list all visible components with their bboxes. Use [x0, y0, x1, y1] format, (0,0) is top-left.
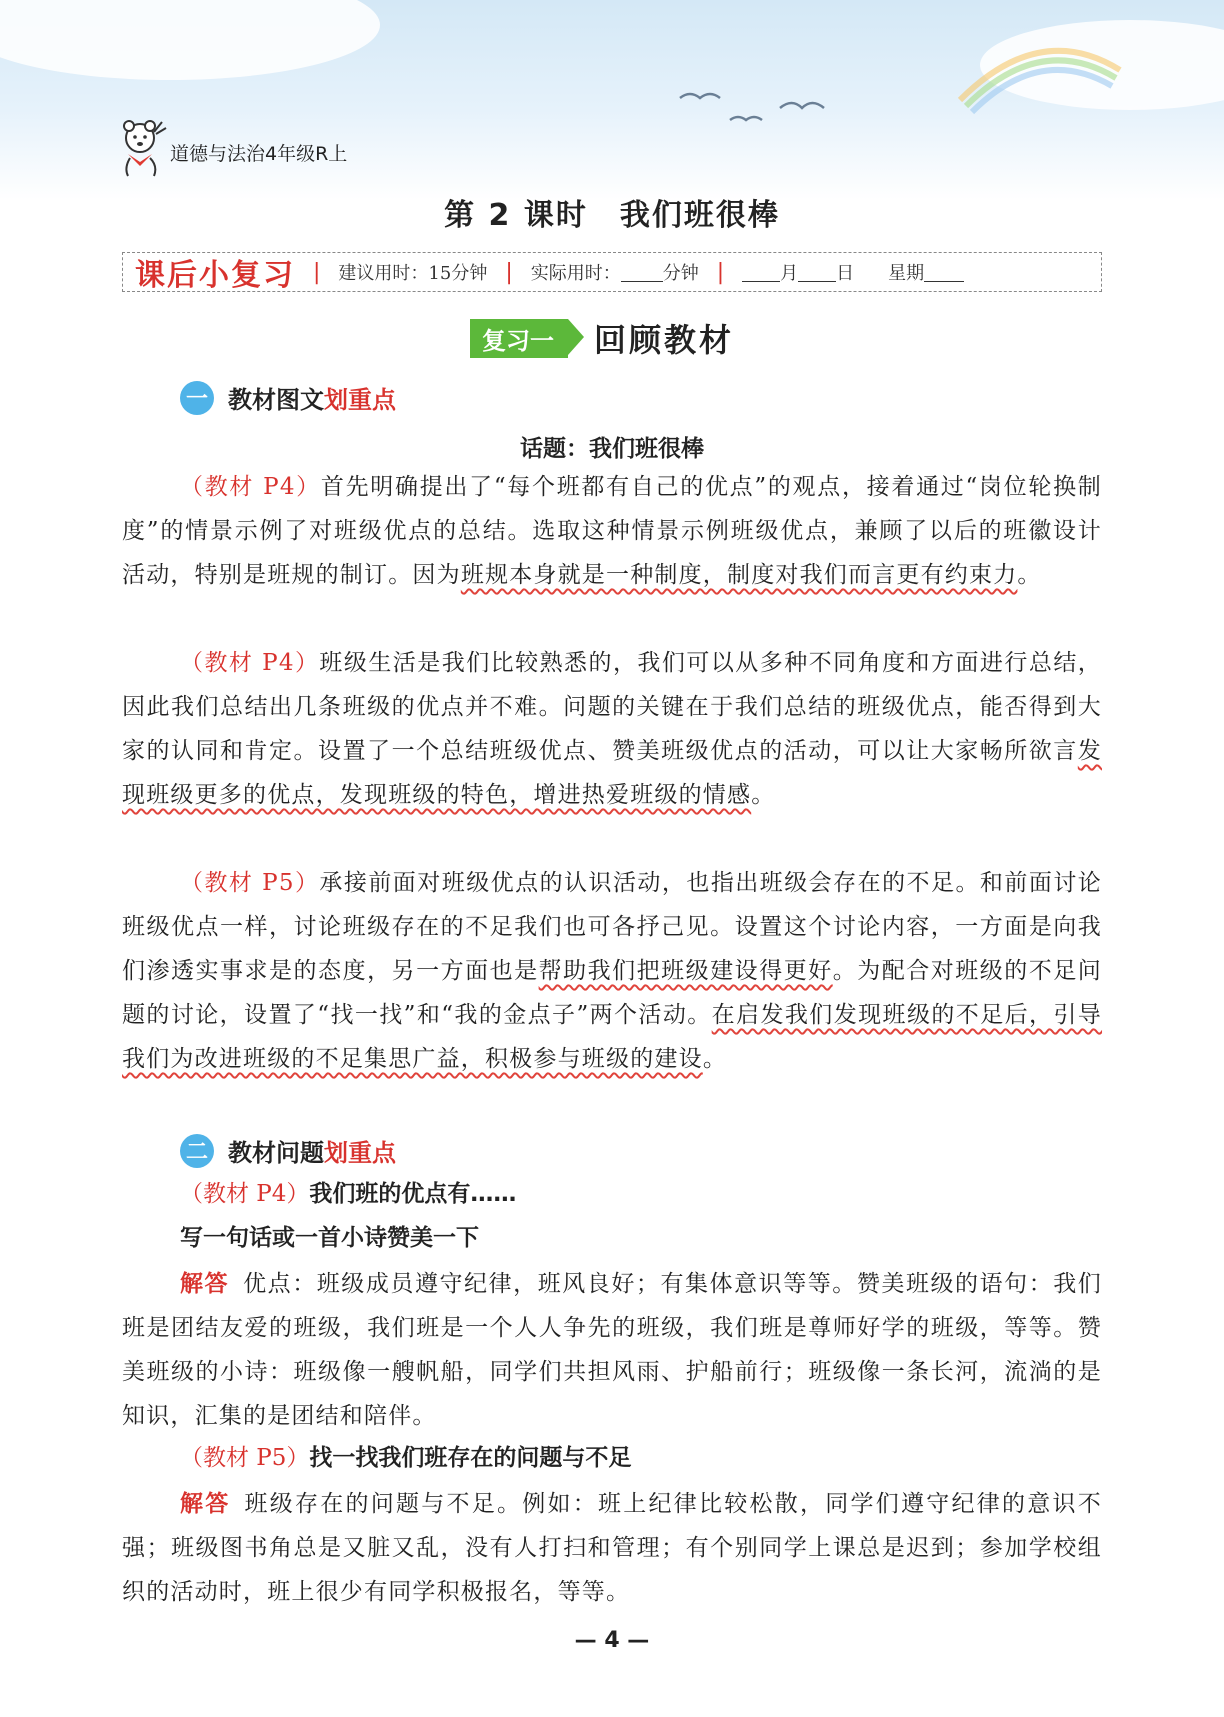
- paragraph-text-2: 。为配合对班级的不足问题的讨论，设置了“找一找”和“我的金点子”两个活动。: [122, 958, 1102, 1028]
- question-text: 我们班的优点有……: [309, 1181, 517, 1207]
- actual-time-label: 实际用时：: [530, 263, 621, 284]
- weekday-label: 星期: [888, 263, 925, 284]
- textbook-reference: （教材 P4）: [180, 474, 321, 500]
- month-blank[interactable]: [742, 263, 780, 282]
- separator: |: [313, 259, 321, 285]
- book-title: 道德与法治4年级R上: [170, 143, 348, 165]
- answer-2: [122, 1482, 1102, 1614]
- suggested-time: 建议用时：15分钟: [338, 263, 488, 284]
- subsection-title: 教材问题: [228, 1139, 324, 1167]
- separator: |: [505, 259, 513, 285]
- paragraph-tail: 。: [751, 782, 776, 808]
- topic-title: 话题：我们班很棒: [520, 436, 704, 462]
- answer-text: 班级存在的问题与不足。例如：班上纪律比较松散，同学们遵守纪律的意识不强；班级图书角总是又脏又乱，没有人打扫和管理；有个别同学上课总是迟到；参加学校组织的活动时，班上很少有同学积极报名，等等。: [122, 1491, 1102, 1605]
- question-2-line-1: [180, 1436, 631, 1480]
- weekday-blank[interactable]: [924, 263, 964, 282]
- actual-time-blank[interactable]: [621, 263, 663, 282]
- subsection-highlight: 划重点: [324, 1139, 396, 1167]
- key-point: 班规本身就是一种制度，制度对我们而言更有约束力: [460, 562, 1018, 588]
- answer-text: 优点：班级成员遵守纪律，班风良好；有集体意识等等。赞美班级的语句：我们班是团结友爱的班级，我们班是一个人人争先的班级，我们班是尊师好学的班级，等等。赞美班级的小诗：班级像一艘帆船，同学们共担风雨、护船前行；班级像一条长河，流淌的是知识，汇集的是团结和陪伴。: [122, 1271, 1103, 1429]
- actual-time-unit: 分钟: [662, 263, 699, 284]
- subsection-number-badge: 一: [180, 381, 214, 415]
- sky-header-background: [0, 0, 1224, 200]
- paragraph-text: 首先明确提出了“每个班都有自己的优点”的观点，接着通过“岗位轮换制度”的情景示例了对班级优点的总结。选取这种情景示例班级优点，兼顾了以后的班徽设计活动，特别是班规的制订。因为: [122, 474, 1102, 588]
- textbook-reference: （教材 P4）: [180, 650, 320, 676]
- question-text: 写一句话或一首小诗赞美一下: [180, 1225, 479, 1251]
- section-tag: 复习一: [470, 319, 568, 358]
- section-heading: 回顾教材: [594, 321, 735, 359]
- paragraph-1: [122, 465, 1102, 597]
- paragraph-2: [122, 641, 1102, 817]
- section-banner: [470, 315, 734, 361]
- question-1-line-1: [180, 1172, 516, 1216]
- paragraph-3: [122, 861, 1102, 1081]
- day-label: 日: [836, 263, 855, 284]
- question-text: 找一找我们班存在的问题与不足: [309, 1445, 632, 1471]
- separator: |: [716, 259, 725, 285]
- paragraph-text: 承接前面对班级优点的认识活动，也指出班级会存在的不足。和前面讨论班级优点一样，讨论班级存在的不足我们也可各抒己见。设置这个讨论内容，一方面是向我们渗透实事求是的态度，另一方面也是: [122, 870, 1102, 984]
- question-1-line-2: [180, 1216, 479, 1260]
- textbook-reference: （教材 P5）: [180, 1445, 310, 1471]
- paragraph-tail: 。: [702, 1046, 728, 1072]
- textbook-reference: （教材 P4）: [180, 1181, 310, 1207]
- subsection-number-badge: 二: [180, 1134, 214, 1168]
- subsection-title: 教材图文: [228, 386, 324, 414]
- paragraph-text: 班级生活是我们比较熟悉的，我们可以从多种不同角度和方面进行总结，因此我们总结出几条班级的优点并不难。问题的关键在于我们总结的班级优点，能否得到大家的认同和肯定。设置了一个总结班级优点、赞美班级优点的活动，可以让大家畅所欲言: [122, 650, 1102, 764]
- key-point: 帮助我们把班级建设得更好: [538, 958, 833, 984]
- review-title: 课后小复习: [135, 258, 295, 293]
- bear-mascot-icon: [118, 118, 168, 182]
- review-info-bar: [122, 252, 1102, 292]
- paragraph-tail: 。: [1017, 562, 1042, 588]
- lesson-title: 第 2 课时 我们班很棒: [444, 198, 780, 233]
- textbook-reference: （教材 P5）: [180, 870, 320, 896]
- key-point-2: 在启发我们发现班级的不足后，引导我们为改进班级的不足集思广益，积极参与班级的建设: [122, 1002, 1103, 1072]
- subsection-1-header: [180, 380, 396, 415]
- page-number: — 4 —: [574, 1628, 650, 1653]
- answer-1: [122, 1262, 1102, 1438]
- day-blank[interactable]: [798, 263, 836, 282]
- key-point: 发现班级更多的优点，发现班级的特色，增进热爱班级的情感: [122, 738, 1102, 808]
- answer-label: 解答: [180, 1271, 230, 1297]
- answer-label: 解答: [180, 1491, 231, 1517]
- subsection-2-header: [180, 1133, 396, 1168]
- month-label: 月: [780, 263, 799, 284]
- subsection-highlight: 划重点: [324, 386, 396, 414]
- rainbow-birds-decoration: [0, 0, 1224, 200]
